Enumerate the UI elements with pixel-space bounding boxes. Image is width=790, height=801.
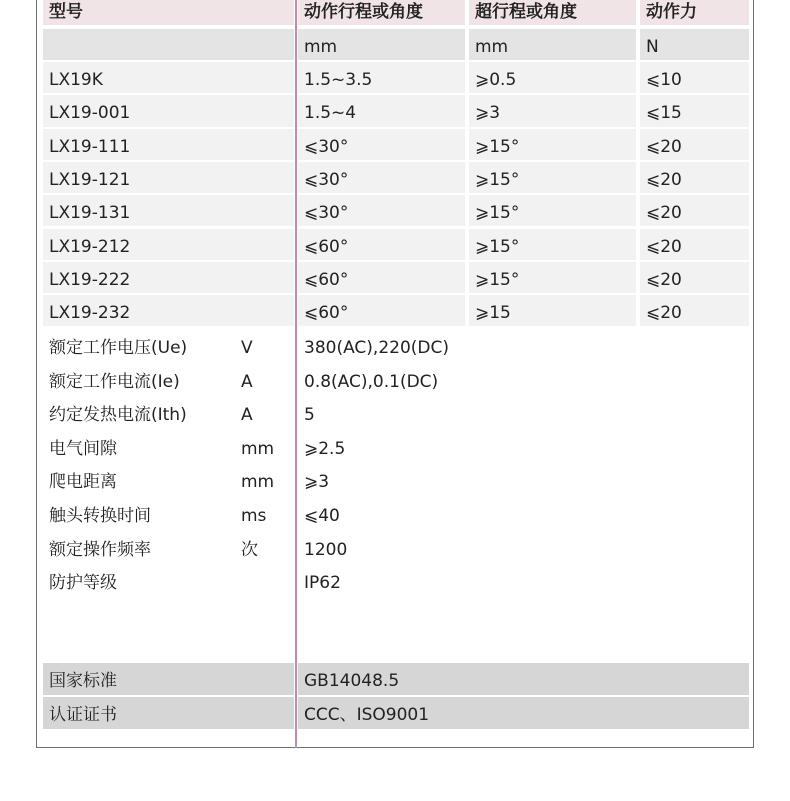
row-travel-cell: 1.5~4 xyxy=(298,95,465,126)
row-model-cell: LX19K xyxy=(43,62,294,93)
row-overtravel-cell: ⩾0.5 xyxy=(469,62,636,93)
spec-value: 1200 xyxy=(304,539,348,560)
row-travel-cell: ⩽30° xyxy=(298,162,465,193)
header-model: 型号 xyxy=(43,0,294,25)
spec-unit: V xyxy=(241,338,253,358)
spec-name: 额定操作频率 xyxy=(49,539,151,560)
spec-value: 380(AC),220(DC) xyxy=(304,338,449,358)
row-model-cell: LX19-232 xyxy=(43,295,294,326)
spec-name: 防护等级 xyxy=(49,573,117,594)
spec-value: 0.8(AC),0.1(DC) xyxy=(304,371,439,392)
spec-name: 爬电距离 xyxy=(49,472,117,493)
row-force-cell: ⩽20 xyxy=(640,295,749,326)
certificate-label: 认证证书 xyxy=(43,697,294,729)
row-overtravel-cell: ⩾15° xyxy=(469,195,636,226)
row-force-cell: ⩽10 xyxy=(640,62,749,93)
standard-value: GB14048.5 xyxy=(298,663,749,695)
spec-value: ⩾2.5 xyxy=(304,438,346,459)
header-travel: 动作行程或角度 xyxy=(298,0,465,25)
spec-table xyxy=(36,0,754,748)
row-overtravel-cell: ⩾15° xyxy=(469,262,636,293)
units-force: N xyxy=(640,29,749,60)
row-model-cell: LX19-131 xyxy=(43,195,294,226)
spec-unit: 次 xyxy=(241,539,258,560)
row-model-cell: LX19-121 xyxy=(43,162,294,193)
row-overtravel-cell: ⩾15 xyxy=(469,295,636,326)
spec-value: ⩽40 xyxy=(304,506,340,526)
spec-name: 约定发热电流(Ith) xyxy=(49,405,187,426)
row-overtravel-cell: ⩾15° xyxy=(469,129,636,160)
row-overtravel-cell: ⩾15° xyxy=(469,229,636,260)
units-travel: mm xyxy=(298,29,465,60)
row-model-cell: LX19-111 xyxy=(43,129,294,160)
row-force-cell: ⩽20 xyxy=(640,262,749,293)
row-force-cell: ⩽15 xyxy=(640,95,749,126)
spec-value: 5 xyxy=(304,405,315,426)
row-travel-cell: ⩽60° xyxy=(298,262,465,293)
spec-unit xyxy=(235,565,293,599)
row-force-cell: ⩽20 xyxy=(640,229,749,260)
row-travel-cell: 1.5~3.5 xyxy=(298,62,465,93)
spec-unit: mm xyxy=(241,472,275,493)
header-force: 动作力 xyxy=(640,0,749,25)
units-overtravel: mm xyxy=(469,29,636,60)
row-force-cell: ⩽20 xyxy=(640,195,749,226)
spec-name: 额定工作电压(Ue) xyxy=(49,338,188,358)
spec-unit: A xyxy=(241,405,253,426)
row-travel-cell: ⩽30° xyxy=(298,195,465,226)
row-force-cell: ⩽20 xyxy=(640,162,749,193)
spec-unit: mm xyxy=(241,438,275,459)
spec-value: IP62 xyxy=(304,573,341,594)
units-model xyxy=(43,29,294,60)
row-model-cell: LX19-001 xyxy=(43,95,294,126)
spec-name: 触头转换时间 xyxy=(49,506,151,526)
spec-unit: A xyxy=(241,371,253,392)
spec-name: 电气间隙 xyxy=(49,438,117,459)
row-overtravel-cell: ⩾15° xyxy=(469,162,636,193)
spec-name: 额定工作电流(Ie) xyxy=(49,371,180,392)
row-model-cell: LX19-212 xyxy=(43,229,294,260)
spec-value: ⩾3 xyxy=(304,472,330,493)
row-travel-cell: ⩽60° xyxy=(298,295,465,326)
spec-unit: ms xyxy=(241,506,267,526)
row-travel-cell: ⩽60° xyxy=(298,229,465,260)
row-overtravel-cell: ⩾3 xyxy=(469,95,636,126)
row-model-cell: LX19-222 xyxy=(43,262,294,293)
row-force-cell: ⩽20 xyxy=(640,129,749,160)
certificate-value: CCC、ISO9001 xyxy=(298,697,749,729)
header-overtravel: 超行程或角度 xyxy=(469,0,636,25)
column-divider xyxy=(295,0,297,748)
row-travel-cell: ⩽30° xyxy=(298,129,465,160)
standard-label: 国家标准 xyxy=(43,663,294,695)
